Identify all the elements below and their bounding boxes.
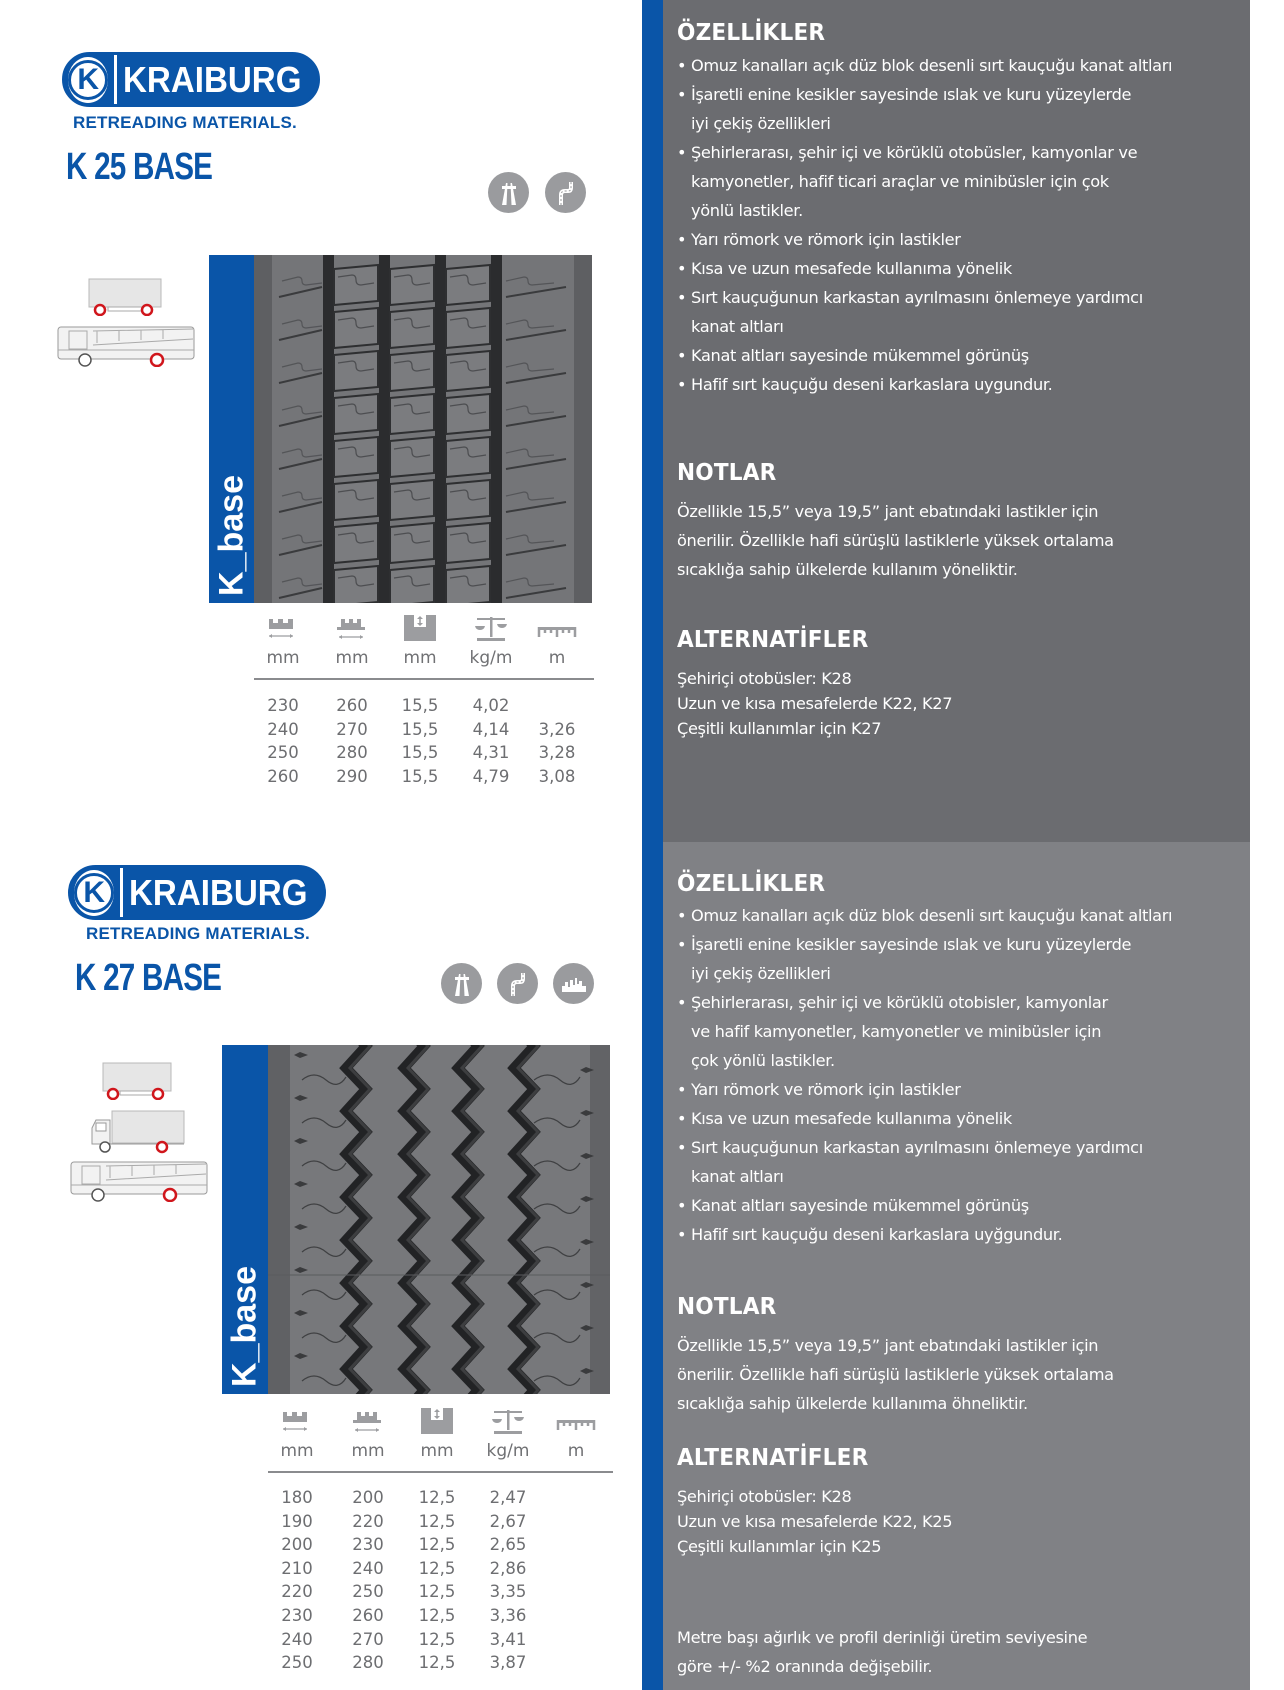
table-cell: 230 [267,696,299,715]
feature-item-continuation: kamyonetler, hafif ticari araçlar ve minibüsler için çok [691,172,1109,191]
table-cell: 12,5 [418,1582,456,1602]
highway-icon [488,172,529,213]
feature-item: • İşaretli enine kesikler sayesinde ıslak ve kuru yüzeylerde [677,935,1132,954]
table-cell: 12,5 [418,1511,456,1531]
notes-heading: NOTLAR [677,460,777,486]
table-cell: 280 [336,743,368,762]
table-cell: 240 [352,1558,384,1578]
table-cell: 2,47 [489,1488,527,1507]
table-cell: 2,67 [489,1511,527,1531]
notes-line: önerilir. Özellikle hafi sürüşlü lastiklerle yüksek ortalama [677,531,1114,550]
bus-icon [57,325,197,371]
tread-tag: K_base [209,255,254,603]
notes-line: önerilir. Özellikle hafi sürüşlü lastiklerle yüksek ortalama [677,1365,1114,1384]
feature-item: • Yarı römork ve römork için lastikler [677,1080,961,1099]
tread-pattern-image [268,1045,610,1394]
feature-item: • Hafif sırt kauçuğu deseni karkaslara uygundur. [677,375,1053,394]
alternative-item: Şehiriçi otobüsler: K28 [677,669,852,688]
table-cell: 260 [352,1606,384,1625]
table-cell: 260 [267,766,299,786]
table-cell: 12,5 [418,1653,456,1673]
notes-line: Özellikle 15,5” veya 19,5” jant ebatındaki lastikler için [677,502,1099,521]
table-cell: 230 [352,1535,384,1555]
tread-base [268,1045,610,1394]
alternative-item: Uzun ve kısa mesafelerde K22, K27 [677,694,953,713]
feature-item-continuation: ve hafif kamyonetler, kamyonetler ve minibüsler için [691,1022,1102,1041]
shoulder-edge [268,1045,290,1394]
table-cell: 240 [267,719,299,739]
kraiburg-logo [68,865,326,920]
feature-item: • Omuz kanalları açık düz blok desenli sırt kauçuğu kanat altları [677,906,1173,925]
table-cell: 4,02 [472,696,510,715]
notes-heading: NOTLAR [677,1294,777,1320]
k-logo-icon: K [68,57,108,103]
notes-line: sıcaklığa sahip ülkelerde kullanım yöneliktir. [677,560,1018,579]
tread-pattern-image [254,255,592,603]
trailer-icon [88,278,164,320]
feature-item-continuation: kanat altları [691,317,784,336]
length-ruler-icon [537,623,577,647]
tread-width-icon [266,617,300,647]
table-cell: 220 [352,1511,384,1531]
table-cell: 12,5 [418,1558,456,1578]
table-cell: 250 [352,1582,384,1602]
base-width-icon [351,1410,385,1440]
bus-icon [70,1160,210,1206]
accent-bar [642,0,663,1690]
tread-groove [435,255,446,603]
weight-scale-icon [488,1406,528,1440]
table-cell: 250 [267,743,299,762]
truck-icon [90,1110,186,1158]
tread-block [334,437,378,477]
column-unit: mm [403,648,437,668]
tread-block [446,437,490,477]
table-cell: 180 [281,1488,313,1507]
tread-block [334,480,378,520]
feature-item: • Kısa ve uzun mesafede kullanıma yönelik [677,1109,1012,1128]
tread-block [334,394,378,434]
table-cell: 260 [336,696,368,715]
tread-block [334,265,378,305]
alternatives-heading: ALTERNATİFLER [677,627,869,653]
tread-block [390,308,434,348]
table-cell: 4,79 [472,766,510,786]
table-cell: 240 [281,1629,313,1649]
alternative-item: Çeşitli kullanımlar için K25 [677,1537,882,1556]
city-skyline-icon [553,963,594,1004]
table-cell: 4,31 [472,743,510,762]
base-width-icon [335,617,369,647]
table-cell: 3,28 [538,743,576,762]
table-cell: 15,5 [401,766,439,786]
tread-block [334,308,378,348]
feature-item: • Kanat altları sayesinde mükemmel görünüş [677,346,1029,365]
brand-name: KRAIBURG [123,58,302,100]
table-cell: 3,87 [489,1653,527,1673]
column-unit: mm [266,648,300,668]
trailer-icon [102,1062,174,1104]
table-divider [268,1471,613,1473]
tread-width-icon [280,1410,314,1440]
feature-item-continuation: yönlü lastikler. [691,201,803,220]
table-cell: 2,86 [489,1558,527,1578]
table-cell: 3,36 [489,1606,527,1625]
tread-block [446,351,490,391]
footnote-line: Metre başı ağırlık ve profil derinliği üretim seviyesine [677,1628,1088,1647]
column-unit: mm [351,1441,385,1461]
k-logo-icon: K [74,870,114,916]
table-cell: 3,41 [489,1629,527,1649]
tread-block [390,523,434,563]
tread-groove [323,255,334,603]
tread-block [446,308,490,348]
feature-item-continuation: çok yönlü lastikler. [691,1051,835,1070]
tread-block [446,480,490,520]
table-cell: 12,5 [418,1629,456,1649]
alternatives-heading: ALTERNATİFLER [677,1445,869,1471]
tread-block [446,523,490,563]
table-cell: 3,08 [538,766,576,786]
column-unit: kg/m [469,648,513,668]
feature-item: • Omuz kanalları açık düz blok desenli sırt kauçuğu kanat altları [677,56,1173,75]
tread-block [390,351,434,391]
shoulder-edge [254,255,272,603]
tread-block [334,523,378,563]
table-cell: 270 [336,719,368,739]
features-heading: ÖZELLİKLER [677,20,826,46]
info-panel-k27 [663,842,1250,1690]
column-unit: m [548,648,566,668]
table-cell: 250 [281,1653,313,1673]
table-cell: 12,5 [418,1606,456,1625]
column-unit: kg/m [486,1441,530,1461]
brand-name: KRAIBURG [129,871,308,913]
shoulder-edge [590,1045,610,1394]
weight-scale-icon [471,613,511,647]
table-cell: 12,5 [418,1488,456,1507]
tread-depth-icon [402,613,438,647]
table-cell: 4,14 [472,719,510,739]
tagline: RETREADING MATERIALS. [73,113,297,132]
table-cell: 15,5 [401,719,439,739]
tread-block [446,265,490,305]
winding-road-icon [497,963,538,1004]
features-heading: ÖZELLİKLER [677,871,826,897]
table-cell: 12,5 [418,1535,456,1555]
table-cell: 200 [352,1488,384,1507]
notes-line: sıcaklığa sahip ülkelerde kullanıma öhneliktir. [677,1394,1028,1413]
feature-item: • Kanat altları sayesinde mükemmel görünüş [677,1196,1029,1215]
table-cell: 3,35 [489,1582,527,1602]
feature-item-continuation: kanat altları [691,1167,784,1186]
alternative-item: Şehiriçi otobüsler: K28 [677,1487,852,1506]
alternative-item: Çeşitli kullanımlar için K27 [677,719,882,738]
winding-road-icon [545,172,586,213]
notes-line: Özellikle 15,5” veya 19,5” jant ebatındaki lastikler için [677,1336,1099,1355]
table-cell: 280 [352,1653,384,1673]
feature-item: • Şehirlerarası, şehir içi ve körüklü otobisler, kamyonlar [677,993,1108,1012]
table-cell: 210 [281,1558,313,1578]
feature-item: • Sırt kauçuğunun karkastan ayrılmasını önlemeye yardımcı [677,288,1143,307]
feature-item: • Yarı römork ve römork için lastikler [677,230,961,249]
info-panel-k25 [663,0,1250,842]
column-unit: mm [420,1441,454,1461]
column-unit: mm [280,1441,314,1461]
feature-item: • Sırt kauçuğunun karkastan ayrılmasını önlemeye yardımcı [677,1138,1143,1157]
feature-item-continuation: iyi çekiş özellikleri [691,114,831,133]
feature-item: • Kısa ve uzun mesafede kullanıma yönelik [677,259,1012,278]
product-title: K 25 BASE [66,146,213,188]
table-cell: 220 [281,1582,313,1602]
tread-block [390,265,434,305]
tread-block [390,437,434,477]
highway-icon [441,963,482,1004]
table-cell: 15,5 [401,743,439,762]
length-ruler-icon [556,1416,596,1440]
tread-depth-icon [419,1406,455,1440]
table-cell: 15,5 [401,696,439,715]
feature-item: • Hafif sırt kauçuğu deseni karkaslara uyğgundur. [677,1225,1063,1244]
tread-groove [491,255,502,603]
table-cell: 2,65 [489,1535,527,1555]
feature-item: • İşaretli enine kesikler sayesinde ıslak ve kuru yüzeylerde [677,85,1132,104]
product-title: K 27 BASE [75,957,222,999]
tread-block [446,394,490,434]
tread-block [334,351,378,391]
table-cell: 270 [352,1629,384,1649]
table-cell: 3,26 [538,719,576,739]
tagline: RETREADING MATERIALS. [86,924,310,943]
kraiburg-logo [62,52,320,107]
table-cell: 290 [336,766,368,786]
shoulder-edge [574,255,592,603]
tread-block [390,394,434,434]
tread-tag: K_base [222,1045,268,1394]
table-cell: 200 [281,1535,313,1555]
feature-item-continuation: iyi çekiş özellikleri [691,964,831,983]
footnote-line: göre +/- %2 oranında değişebilir. [677,1657,933,1676]
tread-block [390,480,434,520]
tread-groove [379,255,390,603]
column-unit: m [567,1441,585,1461]
alternative-item: Uzun ve kısa mesafelerde K22, K25 [677,1512,953,1531]
column-unit: mm [335,648,369,668]
table-cell: 230 [281,1606,313,1625]
table-cell: 190 [281,1511,313,1531]
feature-item: • Şehirlerarası, şehir içi ve körüklü otobüsler, kamyonlar ve [677,143,1138,162]
table-divider [254,678,594,680]
